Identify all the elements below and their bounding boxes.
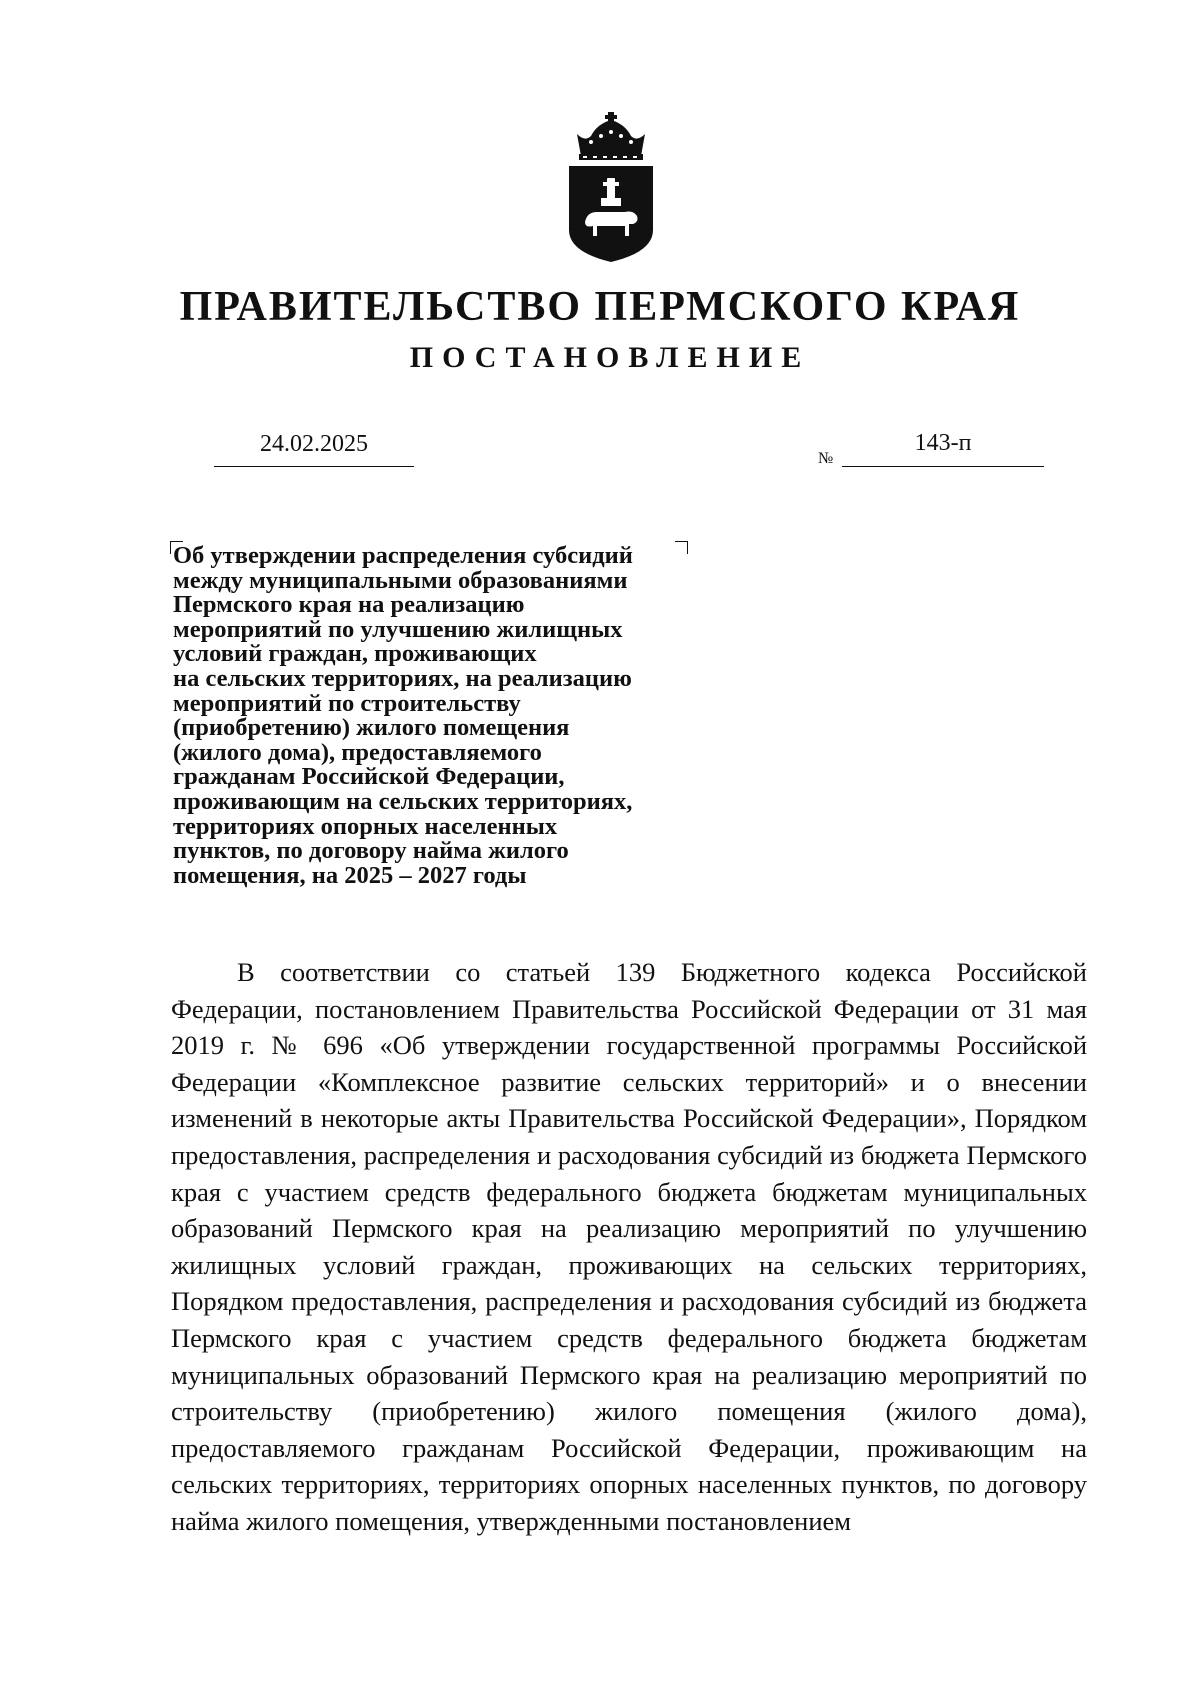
subject-line: проживающим на сельских территориях,: [173, 787, 633, 815]
subject-line: между муниципальными образованиями: [173, 566, 628, 594]
body-paragraph: В соответствии со статьей 139 Бюджетного кодекса Российской Федерации, постановлением Правительства Российской Федерации от 31 мая 2019 г. № 696 «Об утверждении государственной программы Российской Федерации «Комплексное развитие сельских территорий» и о внесении изменений в некоторые акты Правительства Российской Федерации», Порядком предоставления, распределения и расходования субсидий из бюджета Пермского края с участием средств федерального бюджета бюджетам муниципальных образований Пермского края на реализацию мероприятий по улучшению жилищных условий граждан, проживающих на сельских территориях, Порядком предоставления, распределения и расходования субсидий из бюджета Пермского края с участием средств федерального бюджета бюджетам муниципальных образований Пермского края на реализацию мероприятий по строительству (приобретению) жилого помещения (жилого дома), предоставляемого гражданам Российской Федерации, проживающим на сельских территориях, территориях опорных населенных пунктов, по договору найма жилого помещения, утвержденными постановлением: [171, 957, 1087, 1536]
subject-line: помещения, на 2025 – 2027 годы: [173, 861, 527, 889]
subject-line: гражданам Российской Федерации,: [173, 763, 565, 791]
subject-line: на сельских территориях, на реализацию: [173, 664, 632, 692]
subject-line: пунктов, по договору найма жилого: [173, 837, 569, 865]
subject-line: территориях опорных населенных: [173, 812, 558, 840]
subject-line: условий граждан, проживающих: [173, 640, 537, 668]
document-date: 24.02.2025: [214, 427, 414, 467]
coat-of-arms-emblem: [567, 112, 655, 264]
document-number-block: [818, 423, 1044, 469]
subject-line: мероприятий по улучшению жилищных: [173, 615, 623, 643]
subject-line: мероприятий по строительству: [173, 689, 521, 717]
subject-line: (приобретению) жилого помещения: [173, 714, 570, 742]
subject-line: (жилого дома), предоставляемого: [173, 738, 542, 766]
subject-line: Об утверждении распределения субсидий: [173, 542, 633, 569]
number-sign: №: [818, 450, 834, 467]
government-title: ПРАВИТЕЛЬСТВО ПЕРМСКОГО КРАЯ: [179, 284, 1021, 330]
document-number: 143-п: [842, 428, 1044, 467]
subject-line: Пермского края на реализацию: [173, 591, 525, 619]
document-subject: [173, 544, 713, 888]
document-type-heading: ПОСТАНОВЛЕНИЕ: [409, 341, 811, 374]
